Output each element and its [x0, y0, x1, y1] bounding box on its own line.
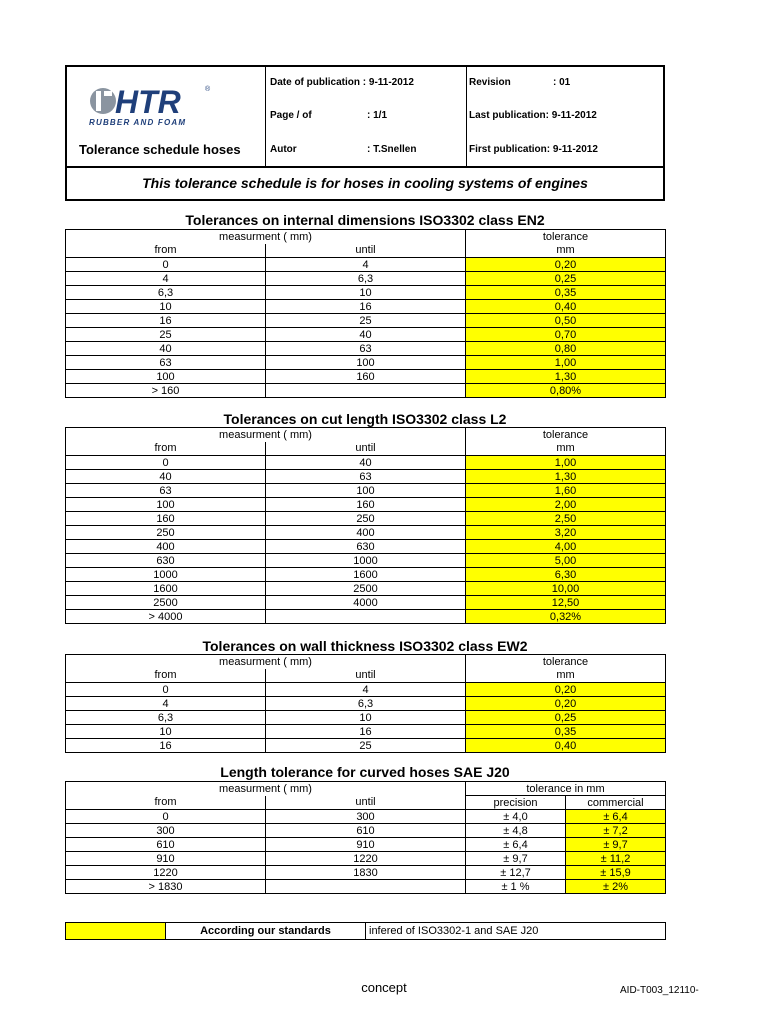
tolerance-value: 0,35 [466, 725, 666, 739]
from-value: 400 [66, 540, 266, 554]
table-row [66, 725, 666, 739]
from-value: 16 [66, 739, 266, 753]
table-row [66, 342, 666, 356]
tolerance-value: 1,00 [466, 356, 666, 370]
until-value: 6,3 [266, 272, 466, 286]
legend-table [65, 922, 666, 940]
until-value: 25 [266, 314, 466, 328]
until-value: 63 [266, 342, 466, 356]
until-value: 300 [266, 810, 466, 824]
document-title: Tolerance schedule hoses [79, 142, 241, 157]
from-value: 4 [66, 272, 266, 286]
until-value: 400 [266, 526, 466, 540]
tolerance-value: 1,60 [466, 484, 666, 498]
table-row [66, 866, 666, 880]
until-value: 100 [266, 356, 466, 370]
header-from: from [66, 796, 266, 810]
commercial-value: ± 6,4 [566, 810, 666, 824]
header-until: until [266, 669, 466, 683]
table-row [66, 328, 666, 342]
table-row [66, 356, 666, 370]
author-label: Autor [270, 144, 297, 155]
legend-note: infered of ISO3302-1 and SAE J20 [366, 923, 666, 940]
legend-label: According our standards [166, 923, 366, 940]
tolerance-value: 0,32% [466, 610, 666, 624]
header-from: from [66, 244, 266, 258]
first-publication: First publication: 9-11-2012 [469, 144, 598, 155]
table-row [66, 610, 666, 624]
header-until: until [266, 796, 466, 810]
from-value: 0 [66, 683, 266, 697]
table-row [66, 838, 666, 852]
footer-concept: concept [361, 980, 407, 995]
section-title-wall-thickness: Tolerances on wall thickness ISO3302 class EW2 [202, 638, 528, 654]
table-row [66, 314, 666, 328]
tolerance-value: 0,35 [466, 286, 666, 300]
from-value: > 4000 [66, 610, 266, 624]
from-value: 10 [66, 300, 266, 314]
header-measurement: measurment ( mm) [66, 230, 466, 244]
from-value: 4 [66, 697, 266, 711]
until-value: 250 [266, 512, 466, 526]
table-row [66, 384, 666, 398]
header-unit: mm [466, 442, 666, 456]
tolerance-value: 0,25 [466, 711, 666, 725]
table-row [66, 258, 666, 272]
from-value: 63 [66, 356, 266, 370]
table-cut-length [65, 427, 666, 624]
table-row [66, 484, 666, 498]
until-value: 610 [266, 824, 466, 838]
tolerance-value: 0,25 [466, 272, 666, 286]
htr-logo-icon [87, 81, 217, 131]
table-row [66, 526, 666, 540]
until-value: 40 [266, 456, 466, 470]
footer-document-code: AID-T003_12110- [620, 985, 699, 996]
table-row [66, 683, 666, 697]
tolerance-value: 0,80% [466, 384, 666, 398]
from-value: 0 [66, 810, 266, 824]
table-row [66, 300, 666, 314]
from-value: > 1830 [66, 880, 266, 894]
logo-registered-mark: ® [205, 86, 211, 93]
table-row [66, 512, 666, 526]
tolerance-value: 2,50 [466, 512, 666, 526]
table-row [66, 880, 666, 894]
until-value: 1220 [266, 852, 466, 866]
table-curved-hoses [65, 781, 666, 894]
from-value: 40 [66, 342, 266, 356]
tolerance-value: 3,20 [466, 526, 666, 540]
tolerance-value: 1,30 [466, 370, 666, 384]
revision-value: : 01 [553, 77, 571, 88]
header-until: until [266, 442, 466, 456]
until-value: 16 [266, 725, 466, 739]
from-value: 1600 [66, 582, 266, 596]
table-row [66, 697, 666, 711]
header-from: from [66, 669, 266, 683]
until-value: 63 [266, 470, 466, 484]
until-value [266, 880, 466, 894]
commercial-value: ± 11,2 [566, 852, 666, 866]
schedule-purpose: This tolerance schedule is for hoses in cooling systems of engines [142, 175, 588, 191]
document-header [65, 65, 665, 201]
precision-value: ± 4,8 [466, 824, 566, 838]
precision-value: ± 1 % [466, 880, 566, 894]
tolerance-value: 2,00 [466, 498, 666, 512]
tolerance-value: 4,00 [466, 540, 666, 554]
tolerance-value: 10,00 [466, 582, 666, 596]
table-row [66, 711, 666, 725]
precision-value: ± 6,4 [466, 838, 566, 852]
until-value: 40 [266, 328, 466, 342]
table-row [66, 810, 666, 824]
until-value: 1000 [266, 554, 466, 568]
date-of-publication: Date of publication : 9-11-2012 [270, 77, 414, 88]
until-value [266, 384, 466, 398]
until-value: 2500 [266, 582, 466, 596]
from-value: 630 [66, 554, 266, 568]
from-value: 40 [66, 470, 266, 484]
commercial-value: ± 15,9 [566, 866, 666, 880]
from-value: 910 [66, 852, 266, 866]
from-value: 2500 [66, 596, 266, 610]
table-wall-thickness [65, 654, 666, 753]
header-measurement: measurment ( mm) [66, 428, 466, 442]
from-value: 16 [66, 314, 266, 328]
tolerance-value: 1,00 [466, 456, 666, 470]
table-row [66, 470, 666, 484]
header-precision: precision [466, 796, 566, 810]
header-from: from [66, 442, 266, 456]
from-value: 100 [66, 370, 266, 384]
table-row [66, 370, 666, 384]
logo-subtitle: RUBBER AND FOAM [89, 118, 187, 127]
header-until: until [266, 244, 466, 258]
until-value: 1830 [266, 866, 466, 880]
tolerance-value: 0,20 [466, 697, 666, 711]
table-row [66, 824, 666, 838]
tolerance-value: 0,40 [466, 739, 666, 753]
until-value: 1600 [266, 568, 466, 582]
from-value: 300 [66, 824, 266, 838]
tolerance-value: 0,20 [466, 258, 666, 272]
from-value: 610 [66, 838, 266, 852]
commercial-value: ± 9,7 [566, 838, 666, 852]
header-tolerance: tolerance in mm [466, 782, 666, 796]
table-row [66, 852, 666, 866]
until-value: 4 [266, 683, 466, 697]
page-label: Page / of [270, 110, 312, 121]
until-value: 4 [266, 258, 466, 272]
logo-cell [67, 67, 266, 167]
header-tolerance: tolerance [466, 655, 666, 669]
table-row [66, 498, 666, 512]
until-value: 910 [266, 838, 466, 852]
tolerance-value: 0,40 [466, 300, 666, 314]
table-row [66, 540, 666, 554]
section-title-internal-dimensions: Tolerances on internal dimensions ISO3302 class EN2 [185, 212, 545, 228]
from-value: 1220 [66, 866, 266, 880]
from-value: 160 [66, 512, 266, 526]
from-value: 250 [66, 526, 266, 540]
from-value: 0 [66, 258, 266, 272]
section-title-curved-hoses: Length tolerance for curved hoses SAE J20 [220, 764, 510, 780]
table-row [66, 286, 666, 300]
tolerance-value: 12,50 [466, 596, 666, 610]
from-value: 100 [66, 498, 266, 512]
table-row [66, 596, 666, 610]
tolerance-value: 0,70 [466, 328, 666, 342]
commercial-value: ± 7,2 [566, 824, 666, 838]
until-value: 160 [266, 370, 466, 384]
header-tolerance: tolerance [466, 230, 666, 244]
table-row [66, 568, 666, 582]
until-value: 100 [266, 484, 466, 498]
from-value: 6,3 [66, 286, 266, 300]
section-title-cut-length: Tolerances on cut length ISO3302 class L2 [223, 411, 507, 427]
revision-label: Revision [469, 77, 511, 88]
from-value: 10 [66, 725, 266, 739]
until-value: 10 [266, 711, 466, 725]
table-internal-dimensions [65, 229, 666, 398]
header-measurement: measurment ( mm) [66, 655, 466, 669]
until-value: 25 [266, 739, 466, 753]
header-commercial: commercial [566, 796, 666, 810]
until-value: 4000 [266, 596, 466, 610]
table-row [66, 272, 666, 286]
logo-text: HTR [115, 84, 181, 120]
tolerance-value: 6,30 [466, 568, 666, 582]
precision-value: ± 9,7 [466, 852, 566, 866]
tolerance-value: 5,00 [466, 554, 666, 568]
table-row [66, 739, 666, 753]
until-value: 630 [266, 540, 466, 554]
from-value: > 160 [66, 384, 266, 398]
header-unit: mm [466, 669, 666, 683]
last-publication: Last publication: 9-11-2012 [469, 110, 597, 121]
from-value: 63 [66, 484, 266, 498]
precision-value: ± 12,7 [466, 866, 566, 880]
until-value: 160 [266, 498, 466, 512]
header-tolerance: tolerance [466, 428, 666, 442]
header-unit: mm [466, 244, 666, 258]
author-value: : T.Snellen [367, 144, 417, 155]
tolerance-value: 1,30 [466, 470, 666, 484]
from-value: 1000 [66, 568, 266, 582]
header-divider [466, 67, 467, 167]
from-value: 0 [66, 456, 266, 470]
until-value: 16 [266, 300, 466, 314]
tolerance-value: 0,80 [466, 342, 666, 356]
until-value [266, 610, 466, 624]
table-row [66, 582, 666, 596]
from-value: 6,3 [66, 711, 266, 725]
table-row [66, 554, 666, 568]
until-value: 6,3 [266, 697, 466, 711]
page-value: : 1/1 [367, 110, 388, 121]
until-value: 10 [266, 286, 466, 300]
precision-value: ± 4,0 [466, 810, 566, 824]
header-measurement: measurment ( mm) [66, 782, 466, 796]
table-row [66, 456, 666, 470]
tolerance-value: 0,20 [466, 683, 666, 697]
legend-swatch [66, 923, 166, 940]
from-value: 25 [66, 328, 266, 342]
tolerance-value: 0,50 [466, 314, 666, 328]
commercial-value: ± 2% [566, 880, 666, 894]
